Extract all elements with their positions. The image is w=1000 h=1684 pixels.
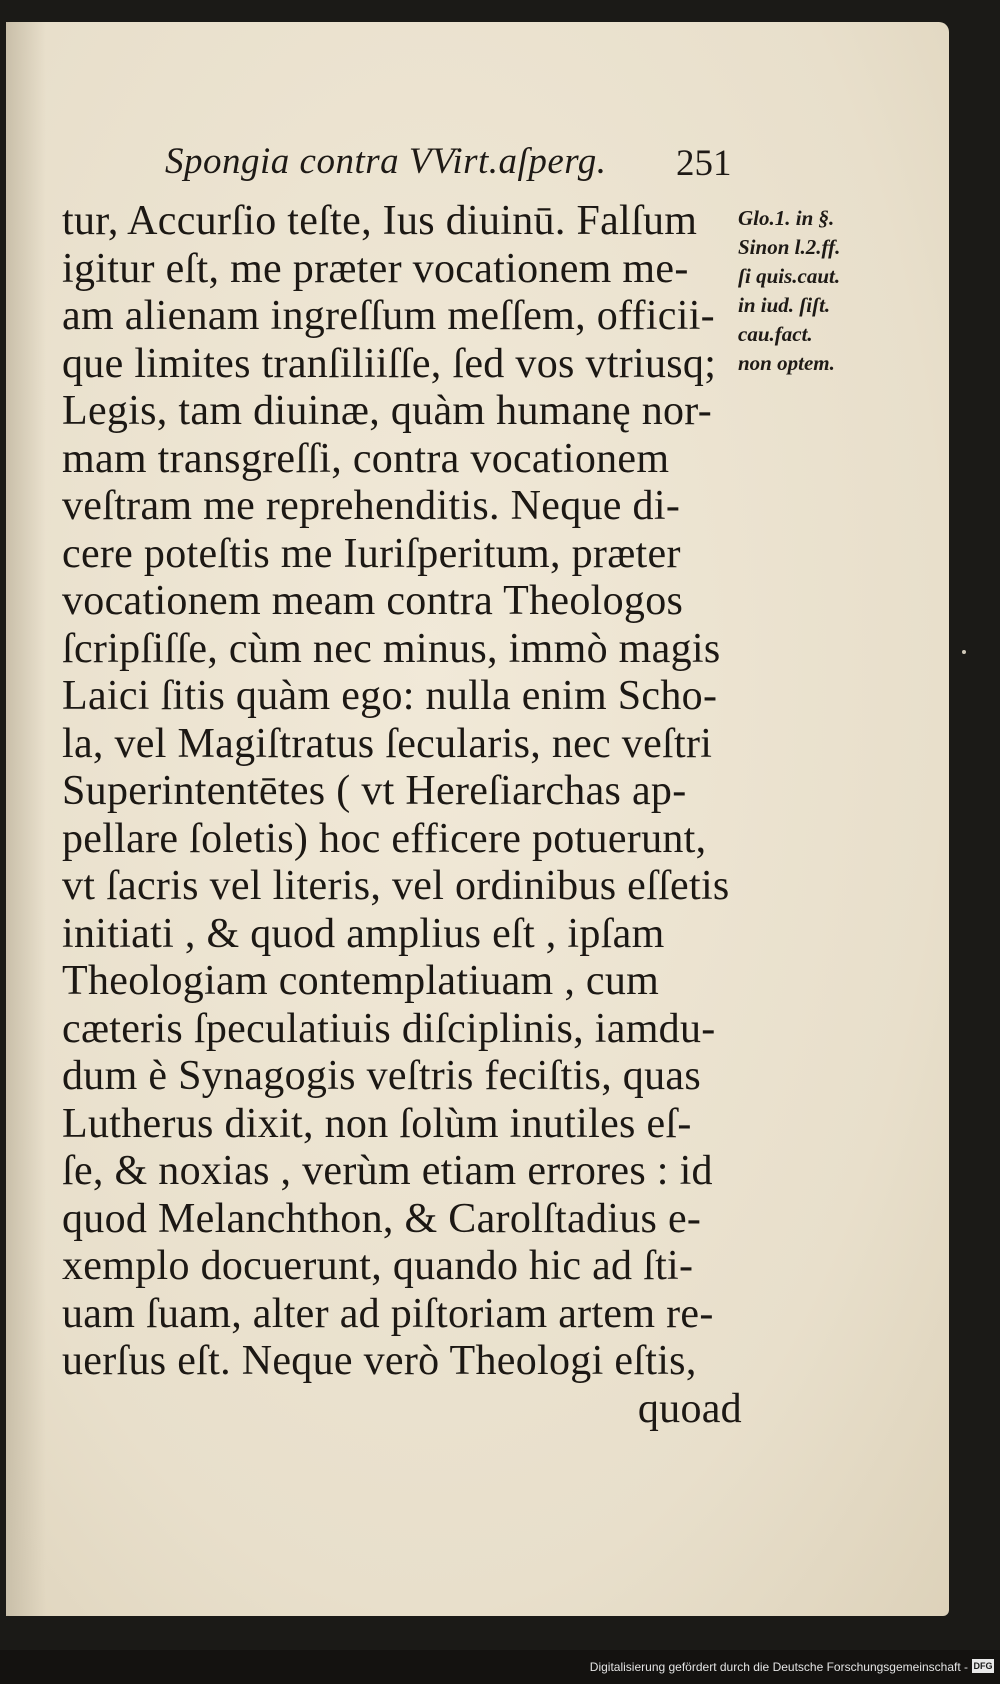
text-line: uerſus eſt. Neque verò Theologi eſtis, <box>62 1338 697 1384</box>
text-line: Superintentētes ( vt Hereſiarchas ap- <box>62 768 687 814</box>
text-line: veſtram me reprehenditis. Neque di- <box>62 483 681 529</box>
marginal-line: in iud. ſiſt. <box>738 293 831 317</box>
text-line: vt ſacris vel literis, vel ordinibus eſſetis <box>62 863 730 909</box>
text-line: Legis, tam diuinæ, quàm humanę nor- <box>62 388 713 434</box>
marginal-line: Sinon l.2.ff. <box>738 235 841 259</box>
text-line: pellare ſoletis) hoc efficere potuerunt, <box>62 815 707 862</box>
marginal-line: ſi quis.caut. <box>738 264 841 288</box>
page-gutter-shadow <box>6 22 46 1616</box>
text-line: vocationem meam contra Theologos <box>62 578 684 624</box>
text-line: xemplo docuerunt, quando hic ad ſti- <box>62 1243 694 1289</box>
text-line: uam ſuam, alter ad piſtoriam artem re- <box>62 1290 714 1337</box>
text-line: la, vel Magiſtratus ſecularis, nec veſtri <box>62 720 713 767</box>
text-line: Theologiam contemplatiuam , cum <box>62 958 660 1004</box>
text-line: initiati , & quod amplius eſt , ipſam <box>62 910 665 957</box>
scan-speck <box>962 650 966 654</box>
catchword: quoad <box>637 1385 742 1432</box>
marginal-line: non optem. <box>738 351 835 375</box>
body-text <box>62 198 742 1433</box>
text-line: que limites tranſiliiſſe, ſed vos vtriusq; <box>62 340 717 387</box>
text-line: tur, Accurſio teſte, Ius diuinū. Falſum <box>62 198 698 244</box>
page-number: 251 <box>676 143 732 184</box>
text-line: am alienam ingreſſum meſſem, officii- <box>62 293 715 339</box>
text-line: cæteris ſpeculatiuis diſciplinis, iamdu- <box>62 1005 716 1052</box>
running-head: Spongia contra VVirt.aſperg. <box>165 141 607 182</box>
marginal-line: Glo.1. in §. <box>738 206 835 230</box>
digitization-credit: Digitalisierung gefördert durch die Deutsche Forschungsgemeinschaft - <box>589 1660 968 1674</box>
text-line: ſcripſiſſe, cùm nec minus, immò magis <box>62 625 721 672</box>
text-line: cere poteſtis me Iuriſperitum, præter <box>62 530 681 577</box>
text-line: ſe, & noxias , verùm etiam errores : id <box>62 1148 713 1194</box>
text-line: igitur eſt, me præter vocationem me- <box>62 245 689 292</box>
text-line: Lutherus dixit, non ſolùm inutiles eſ- <box>62 1100 692 1147</box>
text-line: mam transgreſſi, contra vocationem <box>62 435 670 482</box>
marginal-line: cau.fact. <box>738 322 813 346</box>
marginal-note <box>738 204 888 378</box>
text-line: quod Melanchthon, & Carolſtadius e- <box>62 1195 702 1242</box>
text-line: Laici ſitis quàm ego: nulla enim Scho- <box>62 673 718 719</box>
text-line: dum è Synagogis veſtris feciſtis, quas <box>62 1053 701 1099</box>
dfg-logo: DFG <box>973 1661 993 1671</box>
